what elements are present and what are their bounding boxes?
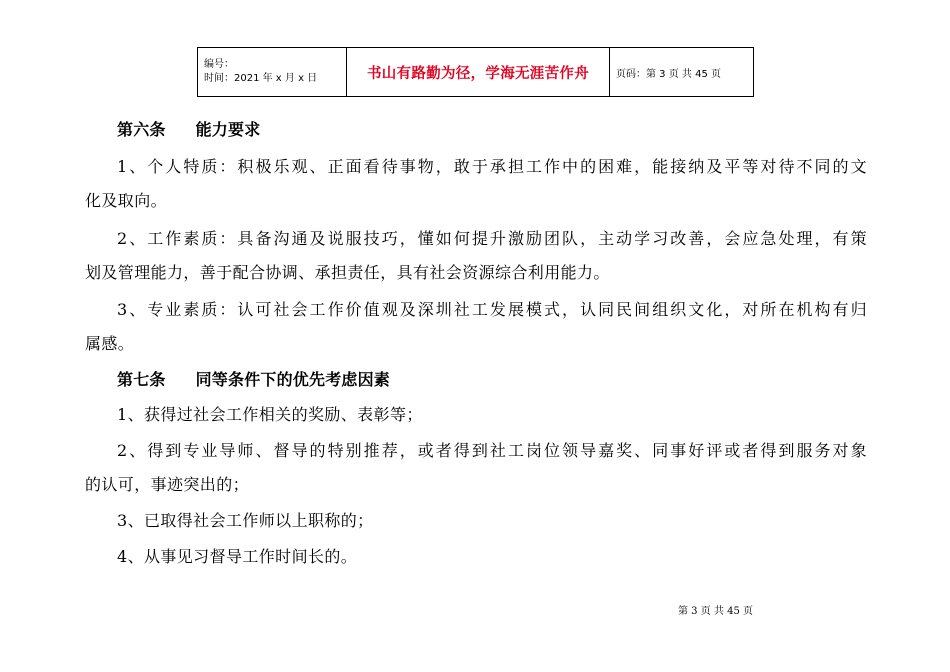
article-7-item-4: 4、从事见习督导工作时间长的。 [117, 547, 358, 566]
header-table [197, 47, 754, 97]
header-motto: 书山有路勤为径，学海无涯苦作舟 [347, 48, 610, 97]
article-7-item-2-line-1: 2、得到专业导师、督导的特别推荐，或者得到社工岗位领导嘉奖、同事好评或者得到服务对象 [117, 441, 867, 460]
document-number-label: 编号： [204, 59, 234, 70]
article-6-number: 第六条 [117, 120, 166, 139]
document-time: 时间：2021 年 x 月 x 日 [204, 73, 318, 84]
article-7-number: 第七条 [117, 370, 166, 389]
article-6-item-2-line-1: 2、工作素质：具备沟通及说服技巧，懂如何提升激励团队，主动学习改善，会应急处理，有策 [117, 229, 867, 248]
article-6-item-1-line-1: 1、个人特质：积极乐观、正面看待事物，敢于承担工作中的困难，能接纳及平等对待不同的文 [117, 157, 867, 176]
article-6-item-1-line-2: 化及取向。 [85, 191, 168, 210]
article-6-title: 能力要求 [195, 120, 261, 139]
article-6-item-3-line-1: 3、专业素质：认可社会工作价值观及深圳社工发展模式，认同民间组织文化，对所在机构有归 [117, 300, 867, 319]
header-meta-cell [198, 48, 347, 97]
article-7-item-1: 1、获得过社会工作相关的奖励、表彰等； [117, 405, 423, 424]
article-7-heading [85, 369, 867, 391]
header-page-code: 页码：第 3 页 共 45 页 [610, 48, 754, 97]
article-6-item-3-line-2: 属感。 [85, 334, 135, 353]
article-7-item-3: 3、已取得社会工作师以上职称的； [117, 511, 374, 530]
page-footer: 第 3 页 共 45 页 [678, 606, 753, 617]
article-7-title: 同等条件下的优先考虑因素 [195, 370, 391, 389]
article-7-item-2-line-2: 的认可，事迹突出的； [85, 475, 250, 494]
article-6-heading [85, 119, 867, 141]
article-6-item-2-line-2: 划及管理能力，善于配合协调、承担责任，具有社会资源综合利用能力。 [85, 263, 610, 282]
